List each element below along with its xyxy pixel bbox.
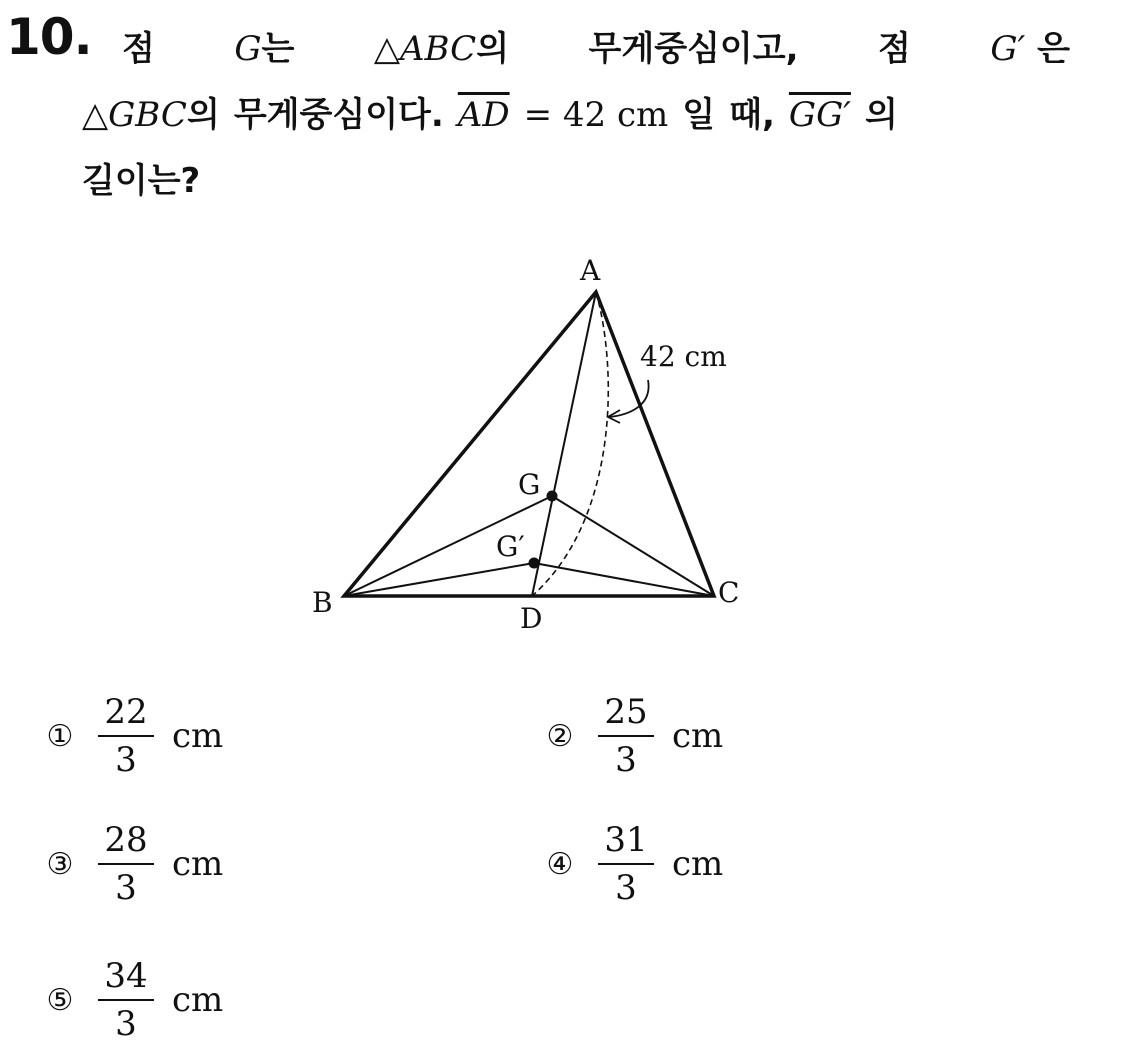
- stem-word: 때,: [729, 95, 775, 135]
- choice-fraction: [598, 692, 654, 780]
- point-g-prime: [529, 558, 540, 569]
- choice-fraction: [598, 820, 654, 908]
- choice-unit: cm: [172, 844, 224, 884]
- choice-4[interactable]: [540, 820, 723, 908]
- numerator: 34: [104, 956, 148, 996]
- choice-mark: ④: [546, 846, 574, 882]
- median-ad: [532, 292, 596, 596]
- stem-line-1: [122, 18, 1070, 80]
- point-g: [547, 491, 558, 502]
- label-b: B: [312, 586, 333, 619]
- length-arc: [532, 292, 608, 596]
- choice-mark: ①: [46, 718, 74, 754]
- stem-word: 무게중심이고,: [588, 29, 799, 69]
- stem-word: 점: [878, 29, 911, 69]
- choice-fraction: [98, 820, 154, 908]
- choice-mark: ②: [546, 718, 574, 754]
- denominator: 3: [615, 740, 637, 780]
- choice-unit: cm: [172, 980, 224, 1020]
- label-c: C: [718, 576, 740, 609]
- choice-5[interactable]: [40, 956, 223, 1044]
- choice-1[interactable]: [40, 692, 223, 780]
- label-g: G: [518, 468, 541, 501]
- choice-3[interactable]: [40, 820, 223, 908]
- triangle-abc: [344, 292, 714, 596]
- length-equation: = 42 cm: [523, 95, 669, 135]
- label-a: A: [580, 254, 601, 287]
- label-g-prime: G′: [496, 530, 525, 563]
- numerator: 22: [104, 692, 148, 732]
- stem-word: △GBC의: [82, 95, 220, 135]
- stem-line-3: 길이는?: [82, 161, 201, 201]
- denominator: 3: [615, 868, 637, 908]
- question-number: 10.: [6, 8, 92, 66]
- choice-fraction: [98, 692, 154, 780]
- choice-unit: cm: [672, 844, 724, 884]
- segment-gg-prime: GG′: [788, 95, 851, 135]
- stem-word: 의: [864, 95, 898, 135]
- choice-fraction: [98, 956, 154, 1044]
- choice-unit: cm: [172, 716, 224, 756]
- stem-word: G는: [234, 29, 295, 69]
- choice-mark: ③: [46, 846, 74, 882]
- numerator: 25: [604, 692, 648, 732]
- triangle-figure: [300, 240, 780, 640]
- choice-unit: cm: [672, 716, 724, 756]
- stem-word: 무게중심이다.: [233, 95, 444, 135]
- stem-word: G′ 은: [990, 29, 1070, 69]
- stem-word: 점: [122, 29, 155, 69]
- choice-mark: ⑤: [46, 982, 74, 1018]
- denominator: 3: [115, 868, 137, 908]
- denominator: 3: [115, 740, 137, 780]
- numerator: 31: [604, 820, 648, 860]
- stem-line-2: [82, 84, 1070, 146]
- stem-word: 일: [682, 95, 716, 135]
- segment-ad: $\overline{AD}$: [457, 95, 510, 135]
- segment-gpb: [344, 563, 534, 596]
- numerator: 28: [104, 820, 148, 860]
- denominator: 3: [115, 1004, 137, 1044]
- stem-word: △ABC의: [373, 29, 510, 69]
- choice-2[interactable]: [540, 692, 723, 780]
- label-length: 42 cm: [640, 340, 727, 373]
- label-d: D: [520, 602, 543, 635]
